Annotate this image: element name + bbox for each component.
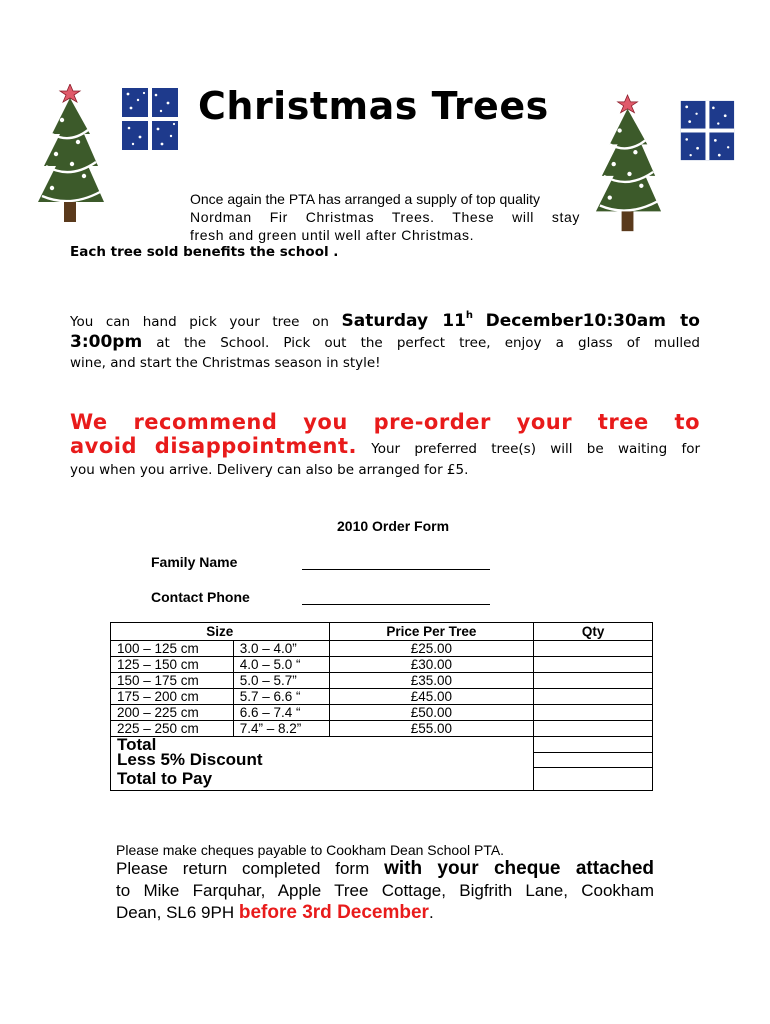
summary-row — [111, 767, 653, 791]
discount-label: Less 5% Discount — [111, 752, 534, 767]
size-ft: 5.7 – 6.6 “ — [233, 689, 329, 705]
recommend-tail: Your preferred tree(s) will be waiting for — [371, 441, 701, 457]
christmas-tree-icon — [34, 84, 184, 234]
event-rest: at the School. Pick out the perfect tree, enjoy a glass of mulled — [156, 335, 700, 351]
event-pre: You can hand pick your tree on — [70, 314, 329, 330]
recommend-headline-end: avoid disappointment. — [70, 434, 357, 458]
price-cell: £25.00 — [329, 641, 534, 657]
table-row — [111, 657, 653, 673]
recommend-headline: We recommend you pre-order your tree to — [70, 410, 700, 434]
size-cm: 175 – 200 cm — [111, 689, 234, 705]
table-row — [111, 673, 653, 689]
snowy-window-icon — [122, 88, 178, 150]
table-row — [111, 689, 653, 705]
summary-row — [111, 752, 653, 767]
intro-line: Nordman Fir Christmas Trees. These will stay — [190, 209, 580, 225]
size-header: Size — [111, 623, 330, 641]
total-to-pay-cell[interactable] — [534, 767, 653, 791]
qty-cell[interactable] — [534, 657, 653, 673]
total-label: Total — [111, 737, 534, 753]
intro-line: Once again the PTA has arranged a supply of top quality — [190, 191, 540, 207]
price-cell: £35.00 — [329, 673, 534, 689]
size-cm: 225 – 250 cm — [111, 721, 234, 737]
event-line-1 — [70, 306, 700, 332]
page-title: Christmas Trees — [198, 84, 549, 128]
price-cell: £30.00 — [329, 657, 534, 673]
qty-cell[interactable] — [534, 673, 653, 689]
event-day: Saturday 11 — [341, 311, 466, 331]
qty-cell[interactable] — [534, 689, 653, 705]
order-table — [110, 622, 653, 791]
recommend-line-2 — [70, 434, 700, 461]
event-line-2 — [70, 332, 700, 353]
intro-text — [190, 190, 580, 244]
size-ft: 6.6 – 7.4 “ — [233, 705, 329, 721]
address-line: to Mike Farquhar, Apple Tree Cottage, Bigfrith Lane, Cookham — [116, 881, 654, 900]
table-row — [111, 721, 653, 737]
event-line-3: wine, and start the Christmas season in style! — [70, 355, 381, 371]
christmas-tree-icon — [592, 94, 740, 244]
cheque-note: Please make cheques payable to Cookham Dean School PTA. — [116, 842, 505, 858]
family-name-label: Family Name — [151, 554, 238, 570]
size-ft: 5.0 – 5.7” — [233, 673, 329, 689]
return-bold: with your cheque attached — [384, 858, 654, 879]
total-to-pay-label: Total to Pay — [111, 767, 534, 791]
size-cm: 200 – 225 cm — [111, 705, 234, 721]
size-cm: 150 – 175 cm — [111, 673, 234, 689]
price-cell: £45.00 — [329, 689, 534, 705]
return-instructions — [116, 858, 654, 924]
deadline: before 3rd December — [238, 902, 429, 923]
price-cell: £50.00 — [329, 705, 534, 721]
family-name-field[interactable] — [302, 553, 490, 570]
size-cm: 125 – 150 cm — [111, 657, 234, 673]
event-end-time: 3:00pm — [70, 332, 143, 352]
discount-cell[interactable] — [534, 752, 653, 767]
event-paragraph — [70, 306, 700, 373]
size-ft: 4.0 – 5.0 “ — [233, 657, 329, 673]
qty-cell[interactable] — [534, 705, 653, 721]
event-when: December10:30am to — [485, 311, 700, 331]
qty-header: Qty — [534, 623, 653, 641]
order-form-heading: 2010 Order Form — [337, 518, 450, 534]
size-ft: 3.0 – 4.0” — [233, 641, 329, 657]
price-cell: £55.00 — [329, 721, 534, 737]
snowy-window-icon — [681, 101, 734, 160]
contact-phone-field[interactable] — [302, 588, 490, 605]
return-line-3 — [116, 902, 654, 924]
qty-cell[interactable] — [534, 721, 653, 737]
table-row — [111, 641, 653, 657]
size-cm: 100 – 125 cm — [111, 641, 234, 657]
recommend-paragraph — [70, 410, 700, 479]
table-row — [111, 705, 653, 721]
contact-phone-label: Contact Phone — [151, 589, 250, 605]
qty-cell[interactable] — [534, 641, 653, 657]
event-day-sup: h — [465, 310, 474, 321]
address-end: Dean, SL6 9PH — [116, 903, 235, 922]
return-line-1 — [116, 858, 654, 880]
deadline-period: . — [428, 903, 434, 922]
benefit-note: Each tree sold benefits the school . — [70, 244, 339, 260]
return-pre: Please return completed form — [116, 859, 370, 878]
table-header-row — [111, 623, 653, 641]
intro-line: fresh and green until well after Christmas. — [190, 227, 475, 243]
price-header: Price Per Tree — [329, 623, 534, 641]
recommend-line-3: you when you arrive. Delivery can also be arranged for £5. — [70, 462, 469, 478]
total-cell[interactable] — [534, 737, 653, 753]
size-ft: 7.4” – 8.2” — [233, 721, 329, 737]
